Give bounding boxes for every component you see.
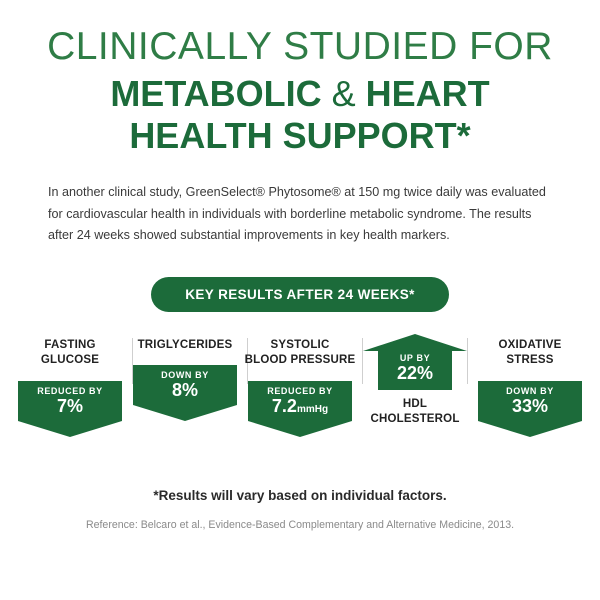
stat-title-hdl-cholesterol [359,397,471,428]
stat-title-line-1: TRIGLYCERIDES [137,338,233,351]
stat-value [248,396,352,419]
arrow-tip-down-icon [478,421,582,437]
stat-arrow-body [378,351,452,390]
headline-ampersand: & [331,73,356,115]
stat-title-line-2: CHOLESTEROL [370,413,460,426]
stat-title-fasting-glucose [14,338,126,369]
stat-title-systolic-blood-pressure [244,338,356,369]
arrow-tip-up-icon [363,334,467,351]
stat-arrow-down-fasting-glucose [18,381,122,437]
stat-value [378,363,452,384]
stat-caption: DOWN BY [506,385,554,396]
stat-title-line-1: SYSTOLIC [270,338,330,351]
arrow-tip-down-icon [133,405,237,421]
intro-paragraph: In another clinical study, GreenSelect® Phytosome® at 150 mg twice daily was evaluated for cardiovascular health in individuals with borderline metabolic syndrome. The results after 24 weeks showed substantial improvements in key health markers. [48,184,546,243]
stat-arrow-body [18,381,122,421]
results-disclaimer: *Results will vary based on individual factors. [153,487,447,503]
stat-column-oxidative-stress [474,334,586,437]
stat-value [133,380,237,403]
stat-caption: DOWN BY [161,370,209,381]
stat-value-unit: mmHg [296,403,329,415]
stat-column-hdl-cholesterol [359,334,471,428]
stat-caption: REDUCED BY [267,385,333,396]
stat-arrow-body [478,381,582,421]
stat-value-number: 7% [56,395,83,416]
stat-column-triglycerides [129,334,241,421]
arrow-up-shape [363,334,467,390]
headline-line-1: CLINICALLY STUDIED FOR [47,25,553,68]
stat-arrow-body [248,381,352,421]
stat-title-oxidative-stress [474,338,586,369]
headline-block [0,0,600,156]
stat-title-line-2: STRESS [506,354,554,367]
stat-value [478,396,582,419]
headline-line-3: HEALTH SUPPORT* [129,114,471,156]
column-divider [467,338,468,384]
stat-column-fasting-glucose [14,334,126,437]
key-results-banner-wrap [0,277,600,312]
headline-word-heart: HEART [365,73,490,115]
stats-row [0,334,600,454]
arrow-tip-down-icon [18,421,122,437]
headline-word-metabolic: METABOLIC [110,73,322,115]
stat-arrow-down-oxidative-stress [478,381,582,437]
reference-citation: Reference: Belcaro et al., Evidence-Based Complementary and Alternative Medicine, 2013. [85,518,515,531]
stat-title-line-2: GLUCOSE [40,354,100,367]
stat-title-line-1: OXIDATIVE [498,338,562,351]
arrow-tip-down-icon [248,421,352,437]
stat-arrow-down-triglycerides [133,365,237,421]
stat-title-line-1: HDL [402,397,428,410]
stat-value-number: 33% [511,395,549,416]
stat-value-number: 7.2 [271,395,297,416]
stat-value-number: 8% [171,380,198,401]
key-results-banner: KEY RESULTS AFTER 24 WEEKS* [151,277,449,312]
stat-title-triglycerides [129,338,241,354]
stat-arrow-body [133,365,237,405]
stat-caption: UP BY [399,352,431,363]
stat-title-line-2: BLOOD PRESSURE [244,354,356,367]
headline-line-2 [0,73,600,114]
stat-column-systolic-blood-pressure [244,334,356,437]
stat-arrow-down-systolic-blood-pressure [248,381,352,437]
stat-title-line-1: FASTING [44,338,96,351]
stat-arrow-up-hdl-cholesterol [363,334,467,390]
stat-value-number: 22% [396,362,434,383]
stat-value [18,396,122,419]
stat-caption: REDUCED BY [37,385,103,396]
